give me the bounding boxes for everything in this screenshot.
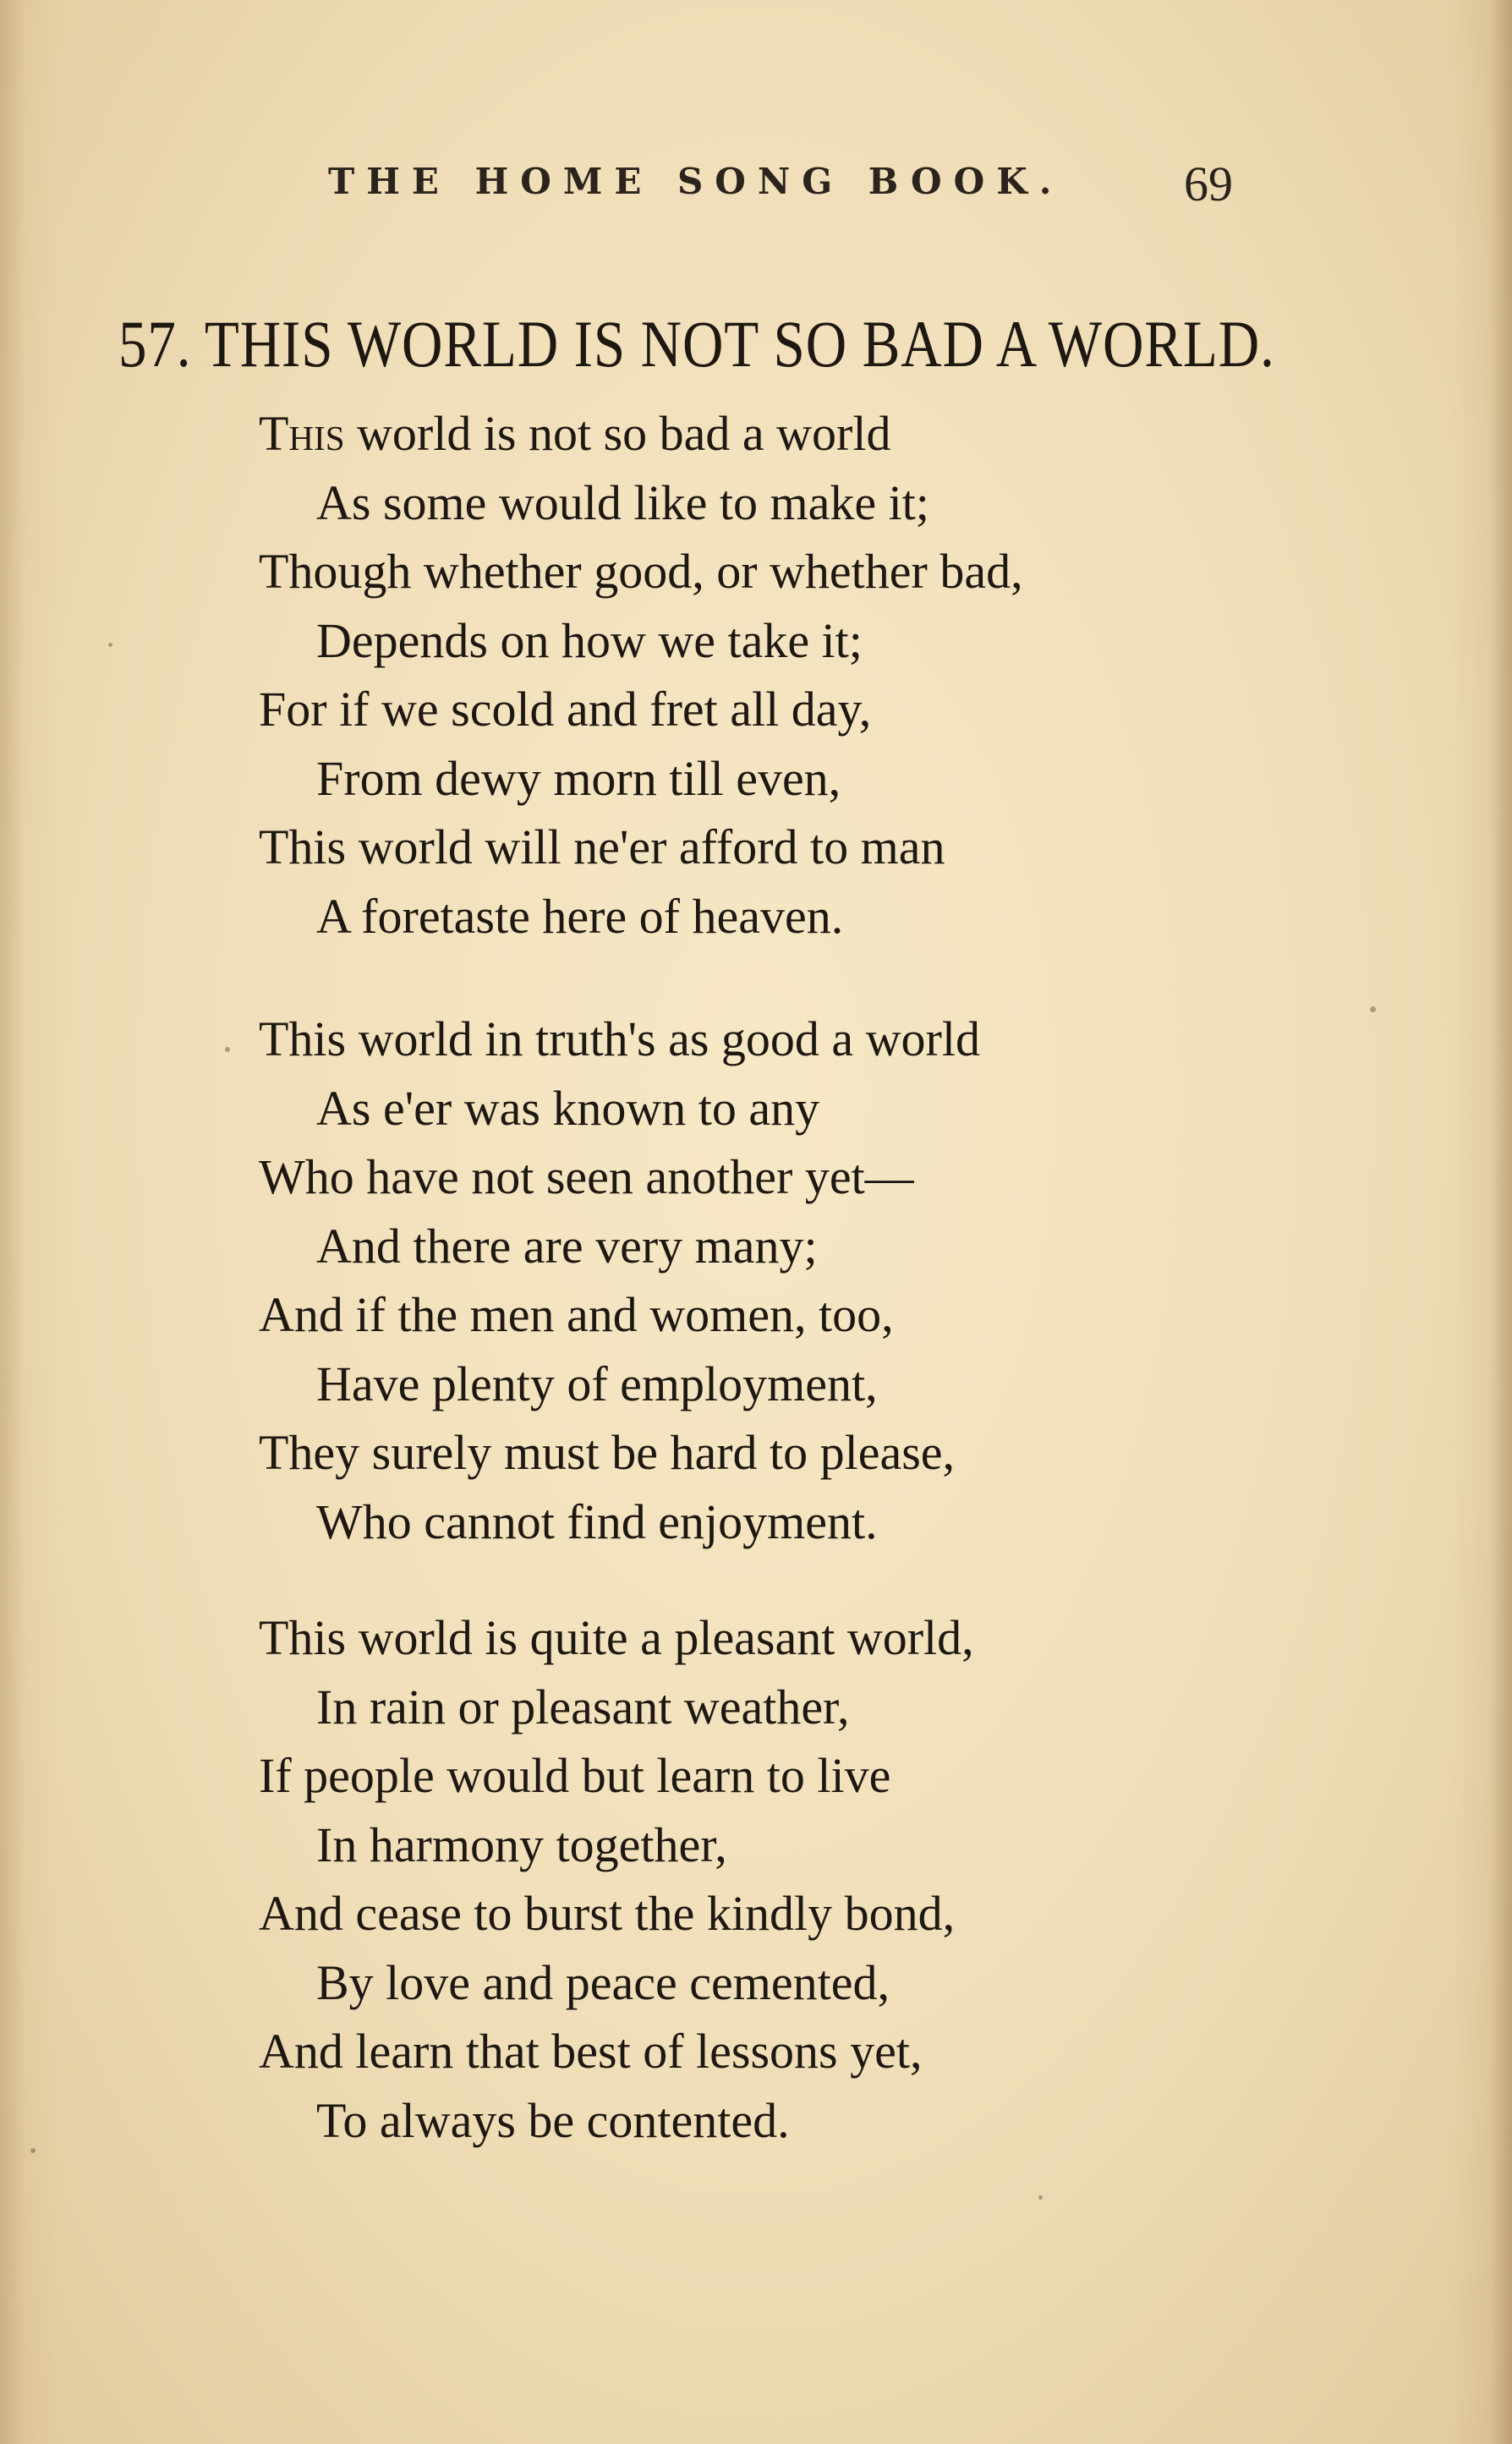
verse-3 xyxy=(259,1603,974,2155)
verse-initial-word: This xyxy=(259,406,345,461)
verse-line: From dewy morn till even, xyxy=(316,750,841,806)
page-edge-shadow-left xyxy=(0,0,25,2444)
verse-line: And there are very many; xyxy=(316,1218,818,1274)
verse-line: Who have not seen another yet— xyxy=(259,1149,914,1204)
verse-line: Though whether good, or whether bad, xyxy=(259,544,1023,599)
verse-line: If people would but learn to live xyxy=(259,1748,891,1803)
verse-line: This world in truth's as good a world xyxy=(259,1011,980,1066)
verse-line: And learn that best of lessons yet, xyxy=(259,2024,923,2079)
verse-line: As e'er was known to any xyxy=(316,1080,820,1136)
paper-speck xyxy=(108,643,112,647)
verse-line: This world is quite a pleasant world, xyxy=(259,1610,974,1665)
verse-line: In harmony together, xyxy=(316,1817,727,1872)
verse-line: By love and peace cemented, xyxy=(316,1954,890,2010)
page-number: 69 xyxy=(1184,156,1233,211)
verse-line: They surely must be hard to please, xyxy=(259,1425,956,1480)
verse-line xyxy=(259,399,1023,469)
paper-speck xyxy=(225,1047,230,1052)
verse-1 xyxy=(259,399,1023,951)
running-head: THE HOME SONG BOOK. xyxy=(328,161,1064,202)
verse-line: A foretaste here of heaven. xyxy=(316,888,844,944)
verse-line: And if the men and women, too, xyxy=(259,1287,894,1342)
verse-line: In rain or pleasant weather, xyxy=(316,1679,850,1734)
page-edge-shadow-right xyxy=(1490,0,1512,2444)
paper-speck xyxy=(1370,1006,1376,1012)
verse-line-text: world is not so bad a world xyxy=(344,406,891,461)
song-title: THIS WORLD IS NOT SO BAD A WORLD. xyxy=(204,307,1275,381)
verse-line: Have plenty of employment, xyxy=(316,1356,878,1411)
verse-line: As some would like to make it; xyxy=(316,474,929,530)
verse-line: Depends on how we take it; xyxy=(316,612,863,668)
song-heading xyxy=(118,306,1275,382)
paper-speck xyxy=(30,2148,36,2153)
paper-speck xyxy=(1038,2195,1043,2200)
song-number: 57. xyxy=(118,307,192,381)
verse-line: Who cannot find enjoyment. xyxy=(316,1493,878,1549)
verse-line: This world will ne'er afford to man xyxy=(259,819,945,874)
verse-line: And cease to burst the kindly bond, xyxy=(259,1886,956,1941)
verse-2 xyxy=(259,1005,980,1556)
verse-line: To always be contented. xyxy=(316,2092,790,2148)
verse-line: For if we scold and fret all day, xyxy=(259,682,872,737)
